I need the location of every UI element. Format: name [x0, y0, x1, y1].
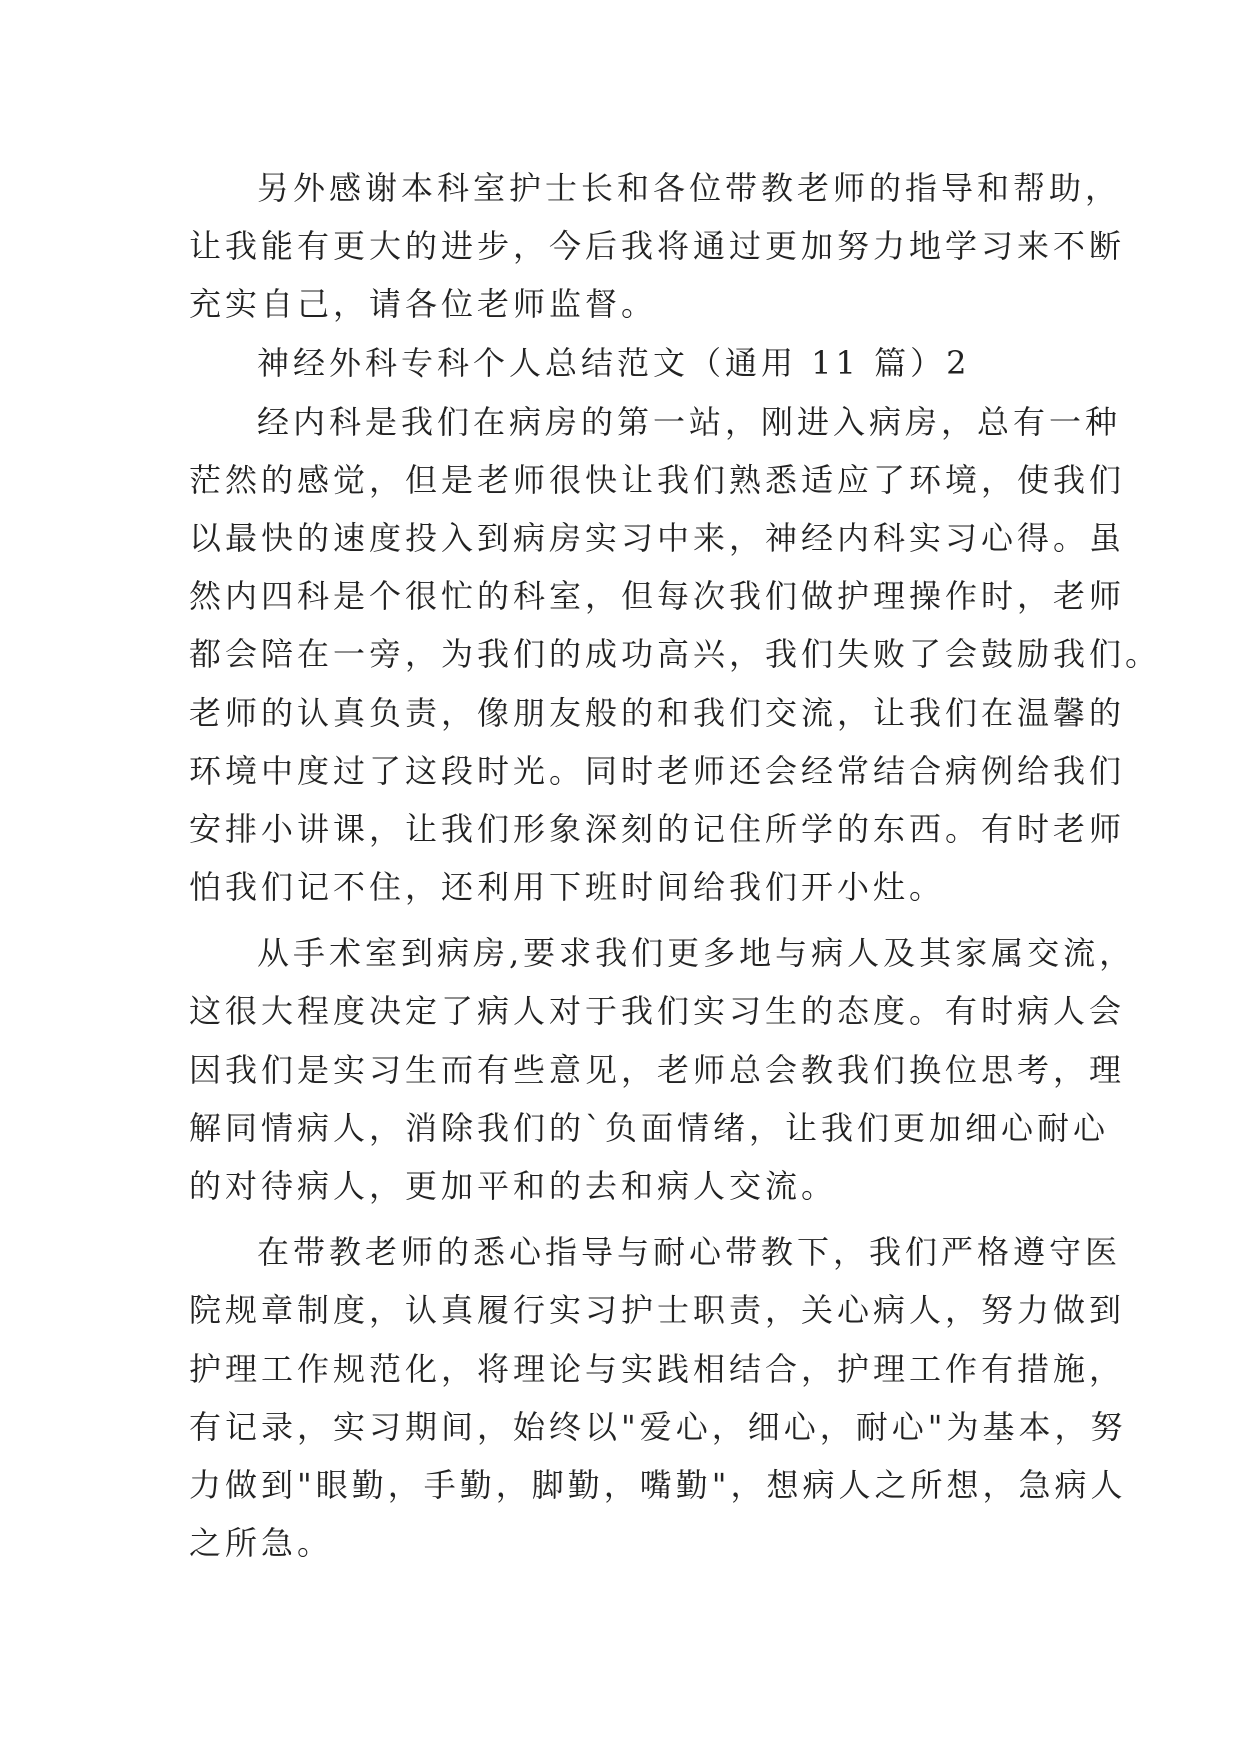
- text-line: 护理工作规范化，将理论与实践相结合，护理工作有措施，: [189, 1349, 1126, 1388]
- text-line: 从手术室到病房,要求我们更多地与病人及其家属交流，: [257, 934, 1136, 973]
- text-line: 老师的认真负责，像朋友般的和我们交流，让我们在温馨的: [189, 693, 1126, 732]
- text-line: 解同情病人，消除我们的`负面情绪，让我们更加细心耐心: [189, 1108, 1110, 1147]
- text-line: 安排小讲课，让我们形象深刻的记住所学的东西。有时老师: [189, 809, 1126, 848]
- text-line: 在带教老师的悉心指导与耐心带教下，我们严格遵守医: [257, 1233, 1122, 1272]
- text-line: 院规章制度，认真履行实习护士职责，关心病人，努力做到: [189, 1291, 1126, 1330]
- paragraph-spacer: [189, 1215, 1069, 1223]
- text-line: 让我能有更大的进步，今后我将通过更加努力地学习来不断: [189, 227, 1126, 266]
- text-line: 茫然的感觉，但是老师很快让我们熟悉适应了环境，使我们: [189, 460, 1126, 499]
- text-line: 都会陪在一旁，为我们的成功高兴，我们失败了会鼓励我们。: [189, 635, 1162, 674]
- text-line: 之所急。: [189, 1524, 334, 1563]
- text-line: 有记录，实习期间，始终以"爱心，细心，耐心"为基本，努: [189, 1407, 1127, 1446]
- text-line: 经内科是我们在病房的第一站，刚进入病房，总有一种: [257, 402, 1122, 441]
- paragraph-guidance: [189, 1223, 1127, 1572]
- text-line: 这很大程度决定了病人对于我们实习生的态度。有时病人会: [189, 992, 1126, 1031]
- text-line: 怕我们记不住，还利用下班时间给我们开小灶。: [189, 868, 946, 907]
- paragraph-ward-communication: [189, 924, 1136, 1215]
- paragraph-acknowledgement: [189, 159, 1126, 334]
- text-line: 环境中度过了这段时光。同时老师还会经常结合病例给我们: [189, 751, 1126, 790]
- text-line: 因我们是实习生而有些意见，老师总会教我们换位思考，理: [189, 1050, 1126, 1089]
- document-body: [189, 159, 1162, 1572]
- text-line: 力做到"眼勤，手勤，脚勤，嘴勤"，想病人之所想，急病人: [189, 1465, 1127, 1504]
- text-line: 然内四科是个很忙的科室，但每次我们做护理操作时，老师: [189, 577, 1126, 616]
- heading-text: 神经外科专科个人总结范文（通用 11 篇）2: [257, 343, 971, 382]
- section-heading: [189, 334, 1069, 393]
- text-line: 的对待病人，更加平和的去和病人交流。: [189, 1167, 838, 1205]
- text-line: 充实自己，请各位老师监督。: [189, 285, 658, 324]
- paragraph-internal-medicine: [189, 393, 1162, 917]
- text-line: 以最快的速度投入到病房实习中来，神经内科实习心得。虽: [189, 518, 1126, 557]
- text-line: 另外感谢本科室护士长和各位带教老师的指导和帮助，: [257, 169, 1122, 207]
- paragraph-spacer: [189, 916, 1069, 924]
